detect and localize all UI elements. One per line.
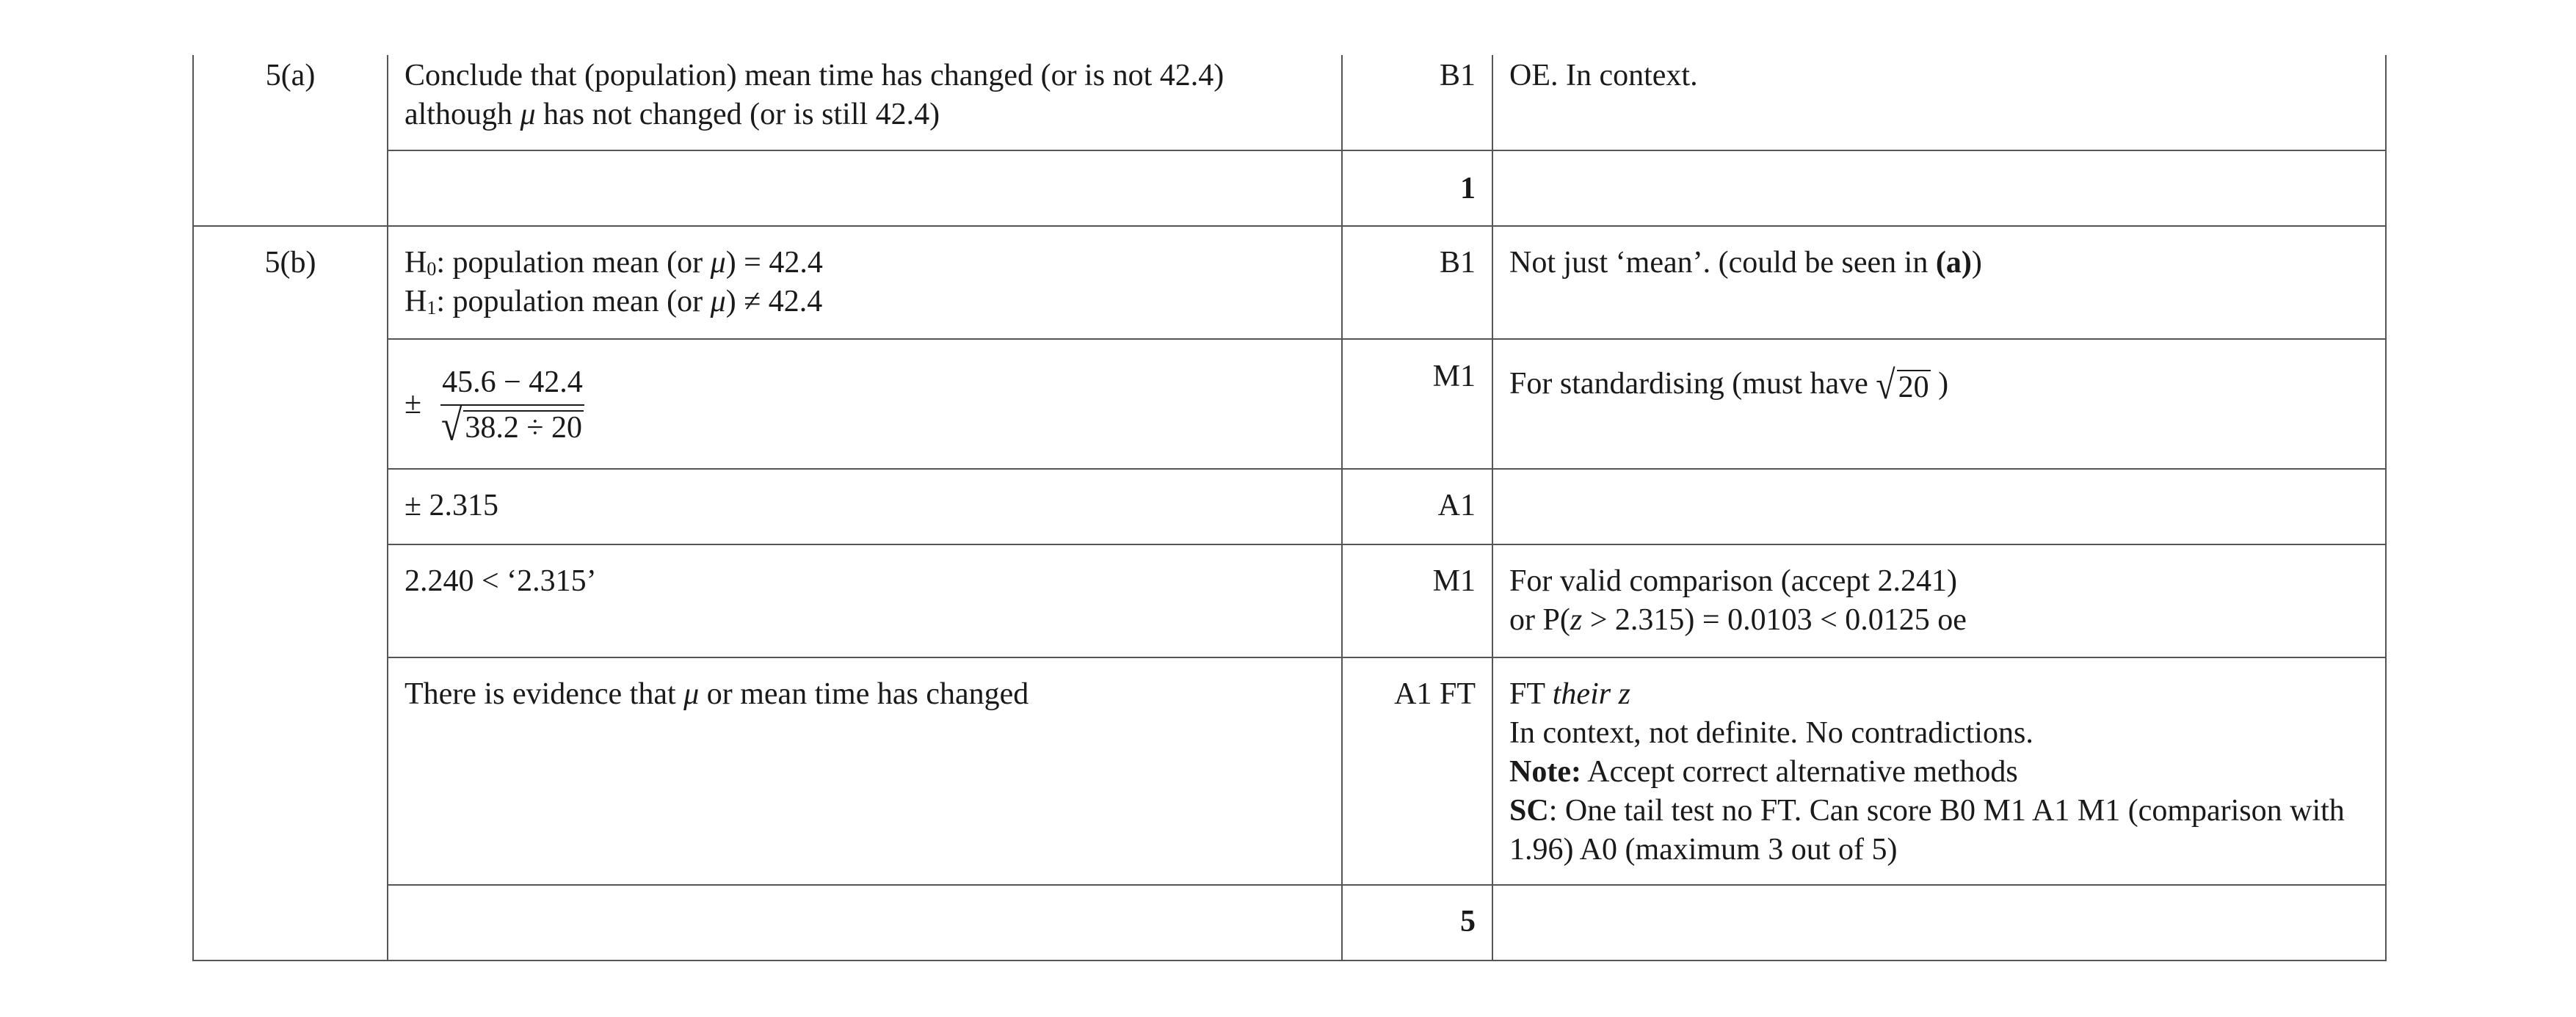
subscript: 1 [427,297,437,318]
guidance-note [1509,753,2369,792]
guidance-text [1509,227,2369,282]
answer-text: ± 2.315 [404,489,499,522]
table-row [193,657,2386,885]
guidance-cell [1492,339,2386,469]
mark-cell [1342,150,1492,226]
guidance-fragment: > 2.315) = 0.0103 < 0.0125 oe [1582,603,1967,637]
square-root [440,401,584,450]
answer-text-fragment: or mean time has changed [699,677,1029,711]
answer-text: Conclude that (population) mean time has changed (or is not 42.4) [404,59,1224,92]
answer-text-line2 [404,98,940,131]
guidance-text: For valid comparison (accept 2.241) [1509,564,1957,598]
question-number-cell [193,55,388,226]
radicand: 38.2 ÷ 20 [465,410,582,445]
guidance-cell [1492,150,2386,226]
mark-cell [1342,544,1492,657]
guidance-bold: Note: [1509,755,1581,789]
question-number-cell [193,226,388,960]
null-hypothesis [404,227,1325,282]
mark: M1 [1432,360,1476,393]
h-letter: H [404,246,427,280]
mark-cell [1342,657,1492,885]
guidance-text: OE. In context. [1509,59,1698,92]
table-row [193,469,2386,544]
guidance-ft [1509,658,2369,714]
table-row [193,339,2386,469]
h-letter: H [404,285,427,318]
answer-cell [388,339,1342,469]
answer-text: 2.240 < ‘2.315’ [404,564,597,598]
question-number: 5(b) [264,246,316,280]
mark-scheme-table [192,55,2387,961]
answer-cell [388,226,1342,339]
mark-cell [1342,55,1492,150]
guidance-cell [1492,885,2386,960]
standardising-expression [404,340,1325,468]
guidance-text [1509,340,2369,408]
table-row [193,55,2386,150]
total-mark: 1 [1460,172,1476,205]
guidance-fragment: or P( [1509,603,1570,637]
z-symbol: z [1570,603,1583,637]
answer-text-fragment: ) ≠ 42.4 [725,285,823,318]
guidance-cell [1492,226,2386,339]
radicand: 20 [1898,371,1929,404]
mark: A1 FT [1394,677,1476,711]
table-row [193,885,2386,960]
guidance-fragment: FT [1509,677,1553,711]
guidance-cell [1492,657,2386,885]
radical-icon: √ [1876,362,1895,408]
guidance-fragment: : One tail test no FT. Can score B0 M1 A1 M1 (comparison with 1.96) A0 (maximum 3 out of 5) [1509,794,2345,867]
table-row [193,226,2386,339]
mark: B1 [1439,246,1476,280]
guidance-bold: SC [1509,794,1549,828]
answer-text-fragment: There is evidence that [404,677,684,711]
guidance-bold: (a) [1935,246,1972,280]
fraction [440,365,584,450]
answer-cell [388,469,1342,544]
answer-text-fragment: : population mean (or [436,285,711,318]
guidance-cell [1492,55,2386,150]
guidance-sc [1509,792,2369,870]
alternative-hypothesis [404,282,1325,321]
subscript: 0 [427,258,437,280]
answer-cell [388,657,1342,885]
guidance-text-line2 [1509,601,2369,640]
guidance-cell [1492,469,2386,544]
numerator: 45.6 − 42.4 [440,365,584,406]
answer-text [404,658,1325,714]
table-row [193,544,2386,657]
guidance-fragment: ) [1971,246,1982,280]
answer-cell [388,544,1342,657]
answer-cell [388,55,1342,150]
mu-symbol: μ [710,246,726,280]
answer-text-fragment: ) = 42.4 [725,246,823,280]
mark-cell [1342,339,1492,469]
answer-cell [388,150,1342,226]
square-root [1876,362,1930,408]
mu-symbol: μ [710,285,726,318]
answer-cell [388,885,1342,960]
question-number: 5(a) [265,59,316,92]
mark: A1 [1437,489,1476,522]
mu-symbol: μ [683,677,700,711]
table-row [193,150,2386,226]
radical-icon: √ [440,401,462,450]
answer-text-fragment: : population mean (or [436,246,711,280]
guidance-fragment: Accept correct alternative methods [1581,755,2018,789]
guidance-fragment: For standardising (must have [1509,367,1876,401]
plus-minus-symbol: ± [404,387,422,420]
mark: M1 [1432,564,1476,598]
mark-cell [1342,885,1492,960]
guidance-cell [1492,544,2386,657]
answer-text-fragment: although [404,98,520,131]
total-mark: 5 [1460,905,1476,938]
guidance-fragment: ) [1930,367,1949,401]
guidance-fragment: Not just ‘mean’. (could be seen in [1509,246,1936,280]
mu-symbol: μ [520,98,536,131]
denominator [440,401,584,450]
answer-text-fragment: has not changed (or is still 42.4) [535,98,940,131]
guidance-italic: their z [1552,677,1630,711]
mark: B1 [1439,59,1476,92]
mark-cell [1342,469,1492,544]
guidance-context: In context, not definite. No contradictions. [1509,716,2033,750]
mark-cell [1342,226,1492,339]
